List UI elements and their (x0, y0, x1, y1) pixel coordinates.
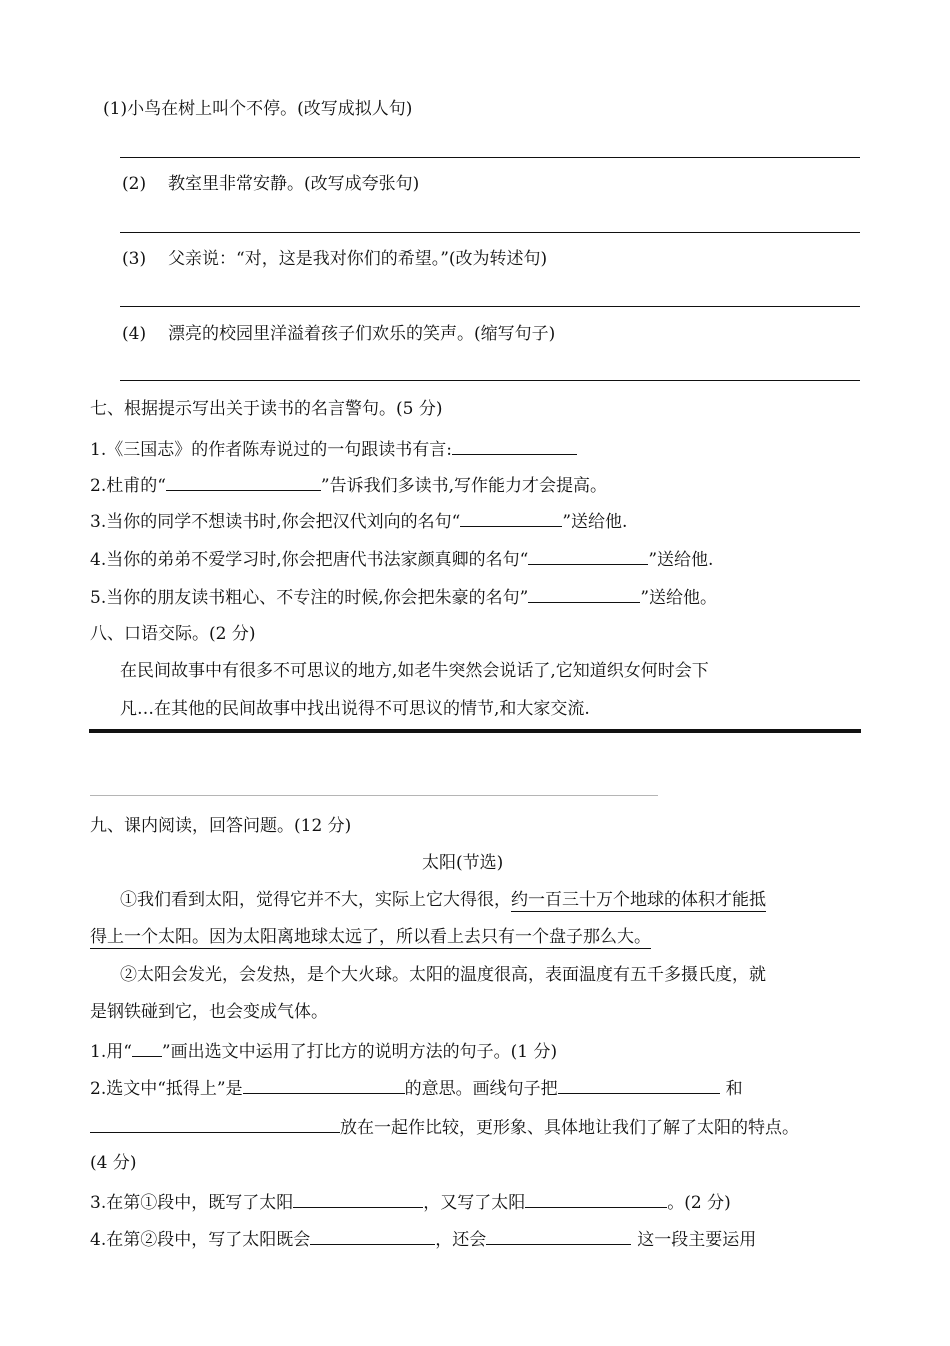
faint-rule (90, 795, 658, 796)
reading-blank-2c[interactable] (90, 1115, 340, 1133)
reading-blank-4b[interactable] (486, 1227, 631, 1245)
quote-blank-1[interactable] (452, 437, 577, 455)
passage-paragraph-2-line-1: ②太阳会发光，会发热，是个大火球。太阳的温度很高，表面温度有五千多摄氏度，就 (120, 965, 766, 985)
oral-prompt-line-2: 凡…在其他的民间故事中找出说得不可思议的情节,和大家交流. (120, 699, 590, 719)
quote-blank-2[interactable] (166, 473, 321, 491)
passage-paragraph-2-line-2: 是钢铁碰到它，也会变成气体。 (90, 1002, 328, 1022)
rewrite-question-4-number: (4) (122, 324, 147, 344)
reading-blank-3a[interactable] (293, 1190, 423, 1208)
underlined-sentence-part-1: 约一百三十万个地球的体积才能抵 (511, 890, 766, 910)
quote-blank-5[interactable] (528, 585, 640, 603)
section-7-heading: 七、根据提示写出关于读书的名言警句。(5 分) (90, 399, 443, 419)
answer-line-3[interactable] (120, 306, 860, 307)
quote-question-2: 2.杜甫的“ ”告诉我们多读书,写作能力才会提高。 (90, 473, 607, 497)
section-9-heading: 九、课内阅读，回答问题。(12 分) (90, 816, 352, 836)
answer-line-4[interactable] (120, 380, 860, 381)
reading-blank-2a[interactable] (243, 1076, 405, 1094)
passage-title: 太阳(节选) (422, 853, 504, 873)
reading-blank-2b[interactable] (558, 1076, 720, 1094)
reading-question-1: 1.用“ ”画出选文中运用了打比方的说明方法的句子。(1 分) (90, 1039, 557, 1063)
reading-question-2-line-2: 放在一起作比较，更形象、具体地让我们了解了太阳的特点。 (90, 1115, 799, 1139)
reading-blank-4a[interactable] (310, 1227, 435, 1245)
reading-blank-3b[interactable] (525, 1190, 667, 1208)
passage-paragraph-1-line-2 (90, 926, 651, 948)
rewrite-question-1: (1)小鸟在树上叫个不停。(改写成拟人句) (103, 99, 413, 119)
reading-question-2-score: (4 分) (90, 1153, 137, 1173)
underlined-sentence-part-2: 得上一个太阳。因为太阳离地球太远了，所以看上去只有一个盘子那么大。 (90, 927, 651, 947)
quote-question-4: 4.当你的弟弟不爱学习时,你会把唐代书法家颜真卿的名句“ ”送给他. (90, 547, 713, 571)
quote-blank-3[interactable] (460, 509, 562, 527)
underline-sample (132, 1039, 162, 1057)
quote-question-3: 3.当你的同学不想读书时,你会把汉代刘向的名句“ ”送给他. (90, 509, 627, 533)
answer-line-1[interactable] (120, 157, 860, 158)
reading-question-4: 4.在第②段中，写了太阳既会 ，还会 这一段主要运用 (90, 1227, 756, 1251)
rewrite-question-2-number: (2) (122, 174, 147, 194)
quote-question-5: 5.当你的朋友读书粗心、不专注的时候,你会把朱豪的名句” ”送给他。 (90, 585, 717, 609)
rewrite-question-3-number: (3) (122, 249, 147, 269)
oral-prompt-line-1: 在民间故事中有很多不可思议的地方,如老牛突然会说话了,它知道织女何时会下 (120, 661, 709, 681)
rewrite-question-4: 漂亮的校园里洋溢着孩子们欢乐的笑声。(缩写句子) (168, 324, 556, 344)
section-divider (89, 729, 861, 733)
rewrite-question-3: 父亲说：“对，这是我对你们的希望。”(改为转述句) (168, 249, 548, 269)
quote-question-1: 1.《三国志》的作者陈寿说过的一句跟读书有言: (90, 437, 577, 461)
rewrite-question-2: 教室里非常安静。(改写成夸张句) (168, 174, 420, 194)
reading-question-3: 3.在第①段中，既写了太阳 ，又写了太阳 。(2 分) (90, 1190, 731, 1214)
passage-paragraph-1-line-1: ①我们看到太阳，觉得它并不大，实际上它大得很，约一百三十万个地球的体积才能抵 (120, 890, 766, 910)
reading-question-2-line-1: 2.选文中“抵得上”是 的意思。画线句子把 和 (90, 1076, 743, 1100)
answer-line-2[interactable] (120, 232, 860, 233)
quote-blank-4[interactable] (528, 547, 648, 565)
section-8-heading: 八、口语交际。(2 分) (90, 624, 256, 644)
